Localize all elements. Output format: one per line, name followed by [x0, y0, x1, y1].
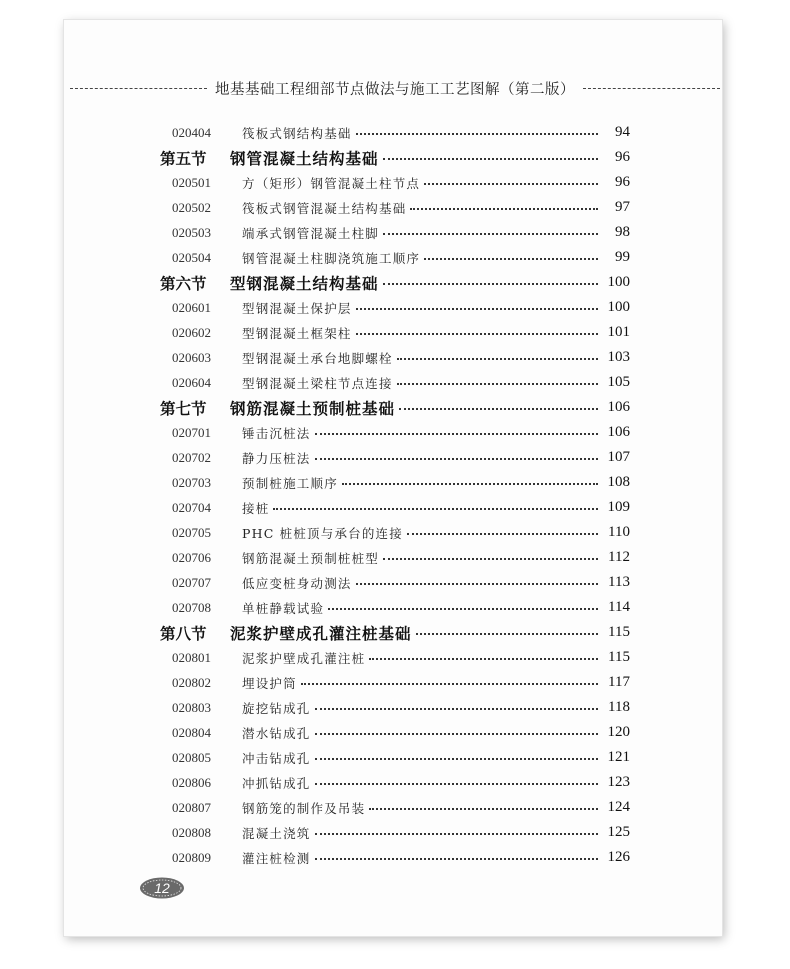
page-ref: 106 — [607, 399, 630, 415]
page-number-badge — [138, 876, 186, 900]
entry-code: 020809 — [172, 849, 211, 865]
dot-leader — [315, 733, 598, 735]
dot-leader — [342, 483, 598, 485]
toc-entry-row — [160, 320, 630, 345]
dot-leader — [383, 158, 598, 160]
dot-leader — [397, 383, 598, 385]
page-ref: 99 — [615, 249, 630, 265]
dot-leader — [315, 758, 598, 760]
section-number: 第六节 — [160, 275, 207, 293]
toc-entry-row — [160, 520, 630, 545]
page-ref: 94 — [615, 124, 630, 140]
entry-code: 020701 — [172, 424, 211, 440]
entry-title: 冲抓钻成孔 — [242, 775, 311, 791]
toc-entry-row — [160, 720, 630, 745]
dot-leader — [315, 833, 598, 835]
dot-leader — [410, 208, 598, 210]
page-ref: 112 — [608, 549, 630, 565]
dot-leader — [315, 783, 598, 785]
section-title: 钢筋混凝土预制桩基础 — [230, 398, 396, 418]
entry-title: 筏板式钢结构基础 — [242, 125, 352, 141]
toc-entry-row — [160, 595, 630, 620]
entry-title: 钢管混凝土柱脚浇筑施工顺序 — [242, 250, 421, 266]
entry-code: 020801 — [172, 649, 211, 665]
toc-section-row — [160, 620, 630, 645]
dot-leader — [356, 333, 598, 335]
toc-entry-row — [160, 470, 630, 495]
page-ref: 115 — [608, 649, 630, 665]
dot-leader — [328, 608, 598, 610]
dot-leader — [369, 808, 598, 810]
page-ref: 114 — [608, 599, 630, 615]
entry-code: 020806 — [172, 774, 211, 790]
header-dash-left — [70, 88, 207, 89]
header-dash-right — [583, 88, 720, 89]
page-ref: 120 — [607, 724, 630, 740]
section-number: 第五节 — [160, 150, 207, 168]
entry-title: 灌注桩检测 — [242, 850, 311, 866]
dot-leader — [424, 258, 598, 260]
page-ref: 103 — [607, 349, 630, 365]
entry-title: 锤击沉桩法 — [242, 425, 311, 441]
entry-title: 旋挖钻成孔 — [242, 700, 311, 716]
toc-section-row — [160, 395, 630, 420]
entry-title: 预制桩施工顺序 — [242, 475, 338, 491]
entry-code: 020502 — [172, 199, 211, 215]
toc-entry-row — [160, 445, 630, 470]
page-ref: 107 — [607, 449, 630, 465]
dot-leader — [315, 433, 598, 435]
dot-leader — [315, 708, 598, 710]
page-ref: 101 — [607, 324, 630, 340]
toc-entry-row — [160, 570, 630, 595]
entry-title: 混凝土浇筑 — [242, 825, 311, 841]
entry-title: 方（矩形）钢管混凝土柱节点 — [242, 175, 421, 191]
page-ref: 100 — [607, 274, 630, 290]
entry-code: 020707 — [172, 574, 211, 590]
entry-title: 钢筋混凝土预制桩桩型 — [242, 550, 380, 566]
entry-title: 端承式钢管混凝土柱脚 — [242, 225, 380, 241]
entry-title: 型钢混凝土梁柱节点连接 — [242, 375, 393, 391]
dot-leader — [407, 533, 598, 535]
toc-entry-row — [160, 245, 630, 270]
page-ref: 126 — [607, 849, 630, 865]
toc-entry-row — [160, 745, 630, 770]
toc-entry-row — [160, 695, 630, 720]
entry-title: 泥浆护壁成孔灌注桩 — [242, 650, 366, 666]
entry-title: PHC 桩桩顶与承台的连接 — [242, 525, 403, 541]
page-ref: 115 — [608, 624, 630, 640]
page-ref: 109 — [607, 499, 630, 515]
entry-code: 020804 — [172, 724, 211, 740]
toc-entry-row — [160, 770, 630, 795]
dot-leader — [315, 458, 598, 460]
entry-title: 单桩静载试验 — [242, 600, 325, 616]
dot-leader — [356, 133, 598, 135]
entry-title: 静力压桩法 — [242, 450, 311, 466]
page-number: 12 — [154, 880, 170, 896]
page-ref: 117 — [608, 674, 630, 690]
entry-title: 筏板式钢管混凝土结构基础 — [242, 200, 407, 216]
toc-entry-row — [160, 170, 630, 195]
dot-leader — [301, 683, 598, 685]
entry-code: 020601 — [172, 299, 211, 315]
dot-leader — [397, 358, 598, 360]
entry-code: 020602 — [172, 324, 211, 340]
toc-entry-row — [160, 645, 630, 670]
toc-entry-row — [160, 220, 630, 245]
toc-entry-row — [160, 495, 630, 520]
page-ref: 121 — [607, 749, 630, 765]
page-ref: 125 — [607, 824, 630, 840]
toc-entry-row — [160, 120, 630, 145]
section-title: 型钢混凝土结构基础 — [230, 273, 379, 293]
page-ref: 96 — [615, 149, 630, 165]
book-title: 地基基础工程细部节点做法与施工工艺图解（第二版） — [215, 81, 575, 98]
toc-entry-row — [160, 845, 630, 870]
page-ref: 98 — [615, 224, 630, 240]
entry-code: 020708 — [172, 599, 211, 615]
page-ref: 105 — [607, 374, 630, 390]
dot-leader — [315, 858, 598, 860]
entry-code: 020501 — [172, 174, 211, 190]
entry-code: 020807 — [172, 799, 211, 815]
dot-leader — [383, 233, 598, 235]
page-ref: 123 — [607, 774, 630, 790]
entry-code: 020706 — [172, 549, 211, 565]
page-ref: 106 — [607, 424, 630, 440]
entry-title: 潜水钻成孔 — [242, 725, 311, 741]
entry-title: 埋设护筒 — [242, 675, 297, 691]
entry-code: 020704 — [172, 499, 211, 515]
entry-code: 020604 — [172, 374, 211, 390]
dot-leader — [369, 658, 598, 660]
section-title: 钢管混凝土结构基础 — [230, 148, 379, 168]
page-ref: 110 — [608, 524, 630, 540]
toc-entry-row — [160, 820, 630, 845]
toc-entry-row — [160, 545, 630, 570]
toc-entry-row — [160, 420, 630, 445]
dot-leader — [424, 183, 598, 185]
entry-code: 020805 — [172, 749, 211, 765]
page-ref: 100 — [607, 299, 630, 315]
entry-code: 020702 — [172, 449, 211, 465]
dot-leader — [273, 508, 598, 510]
entry-code: 020404 — [172, 124, 211, 140]
page-ref: 97 — [615, 199, 630, 215]
entry-title: 低应变桩身动测法 — [242, 575, 352, 591]
page-ref: 96 — [615, 174, 630, 190]
page-ref: 108 — [607, 474, 630, 490]
entry-code: 020503 — [172, 224, 211, 240]
page-ref: 124 — [607, 799, 630, 815]
dot-leader — [383, 558, 598, 560]
entry-code: 020802 — [172, 674, 211, 690]
dot-leader — [399, 408, 598, 410]
entry-title: 接桩 — [242, 500, 270, 516]
section-number: 第七节 — [160, 400, 207, 418]
entry-code: 020803 — [172, 699, 211, 715]
entry-code: 020603 — [172, 349, 211, 365]
toc-section-row — [160, 145, 630, 170]
page-ref: 118 — [608, 699, 630, 715]
toc-entry-row — [160, 795, 630, 820]
entry-title: 型钢混凝土承台地脚螺栓 — [242, 350, 393, 366]
section-number: 第八节 — [160, 625, 207, 643]
dot-leader — [416, 633, 598, 635]
page-ref: 113 — [608, 574, 630, 590]
toc-entry-row — [160, 370, 630, 395]
table-of-contents — [160, 120, 630, 870]
entry-title: 型钢混凝土保护层 — [242, 300, 352, 316]
toc-entry-row — [160, 195, 630, 220]
dot-leader — [356, 583, 598, 585]
entry-code: 020703 — [172, 474, 211, 490]
dot-leader — [356, 308, 598, 310]
running-header — [70, 78, 720, 98]
entry-title: 冲击钻成孔 — [242, 750, 311, 766]
entry-code: 020705 — [172, 524, 211, 540]
toc-section-row — [160, 270, 630, 295]
toc-entry-row — [160, 295, 630, 320]
entry-title: 型钢混凝土框架柱 — [242, 325, 352, 341]
dot-leader — [383, 283, 598, 285]
entry-title: 钢筋笼的制作及吊装 — [242, 800, 366, 816]
entry-code: 020504 — [172, 249, 211, 265]
toc-entry-row — [160, 670, 630, 695]
section-title: 泥浆护壁成孔灌注桩基础 — [230, 623, 412, 643]
toc-entry-row — [160, 345, 630, 370]
entry-code: 020808 — [172, 824, 211, 840]
